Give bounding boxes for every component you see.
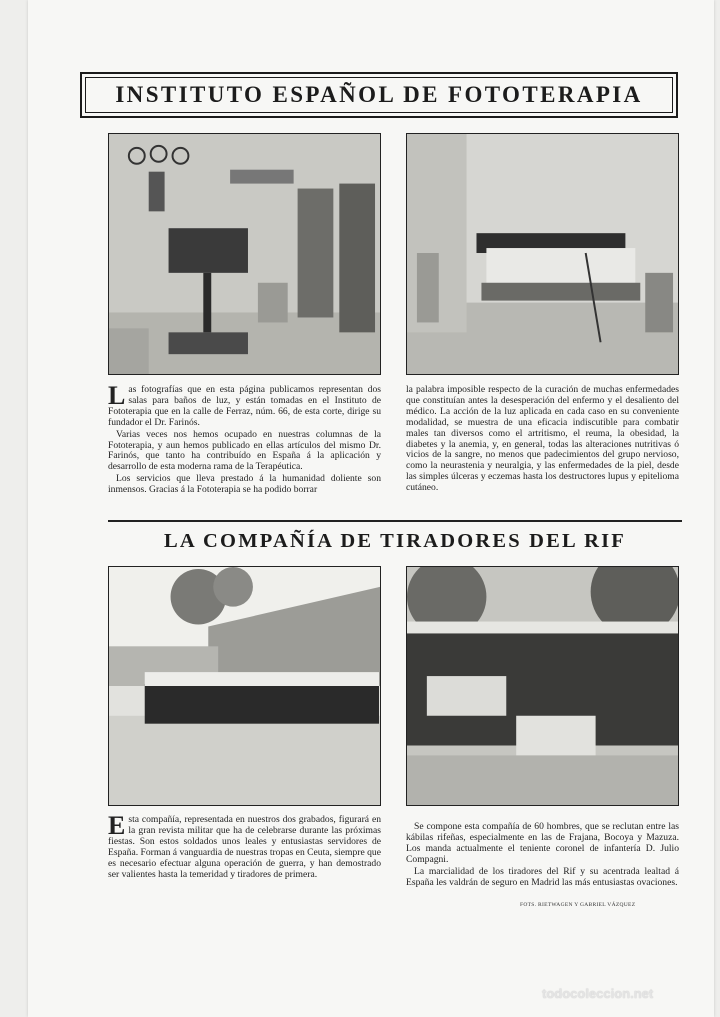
article-title: INSTITUTO ESPAÑOL DE FOTOTERAPIA	[115, 82, 643, 107]
article2-paragraph-3: La marcialidad de los tiradores del Rif y su acentrada lealtad á España les valdrán de seguro en Madrid las más entusiastas ovaciones.	[406, 865, 679, 888]
article1-paragraph-4: la palabra imposible respecto de la curación de muchas enfermedades que constituían antes la desesperación del enfermo y el desaliento del médico. La acción de la luz aplicada en cada caso en su conveniente modalidad, se muestra de una eficacia indiscutible para combatir males tan diversos como el artritismo, el reuma, la obesidad, la diabetes y la anemia, y, en general, todas las alteraciones nutritivas ó vicios de la sangre, no menos que padecimientos del grupo nervioso, como la neurastenia y neuralgia, y las enfermedades de la piel, desde las simples úlceras y eczemas hasta los destructores lupus y epitelioma cutáneo.	[406, 384, 679, 494]
section-divider	[108, 520, 682, 522]
article2-header	[108, 530, 682, 553]
article1-paragraph-2: Varias veces nos hemos ocupado en nuestras columnas de la Fototerapia, y aun hemos publicado en ellas artículos del mismo Dr. Farinós, que tanto ha contribuído en España á la aplicación y desarrollo de esta moderna rama de la Terapéutica.	[108, 428, 381, 473]
dropcap: E	[108, 811, 126, 840]
photo-riflemen-group	[406, 566, 679, 806]
photo-phototherapy-room-2	[406, 133, 679, 375]
article2-title: LA COMPAÑÍA DE TIRADORES DEL RIF	[163, 530, 627, 552]
watermark: todocoleccion.net	[542, 986, 654, 1001]
photo-riflemen-line	[108, 566, 381, 806]
photo-credit: FOTS. RIETWAGEN Y GABRIEL VÁZQUEZ	[520, 902, 636, 908]
article2-column-2	[406, 822, 679, 889]
article2-paragraph-1: Esta compañía, representada en nuestros dos grabados, figurará en la gran revista militar que ha de celebrarse durante las próximas fiestas. Son estos soldados unos leales y entusiastas servidores de España. Forman á vanguardia de nuestras tropas en Ceuta, siempre que es necesario efectuar alguna operación de guerra, y han demostrado ser valientes hasta la temeridad y tiradores de primera.	[108, 811, 381, 880]
article1-column-1	[108, 381, 381, 497]
article1-column-2	[406, 385, 679, 495]
photo-phototherapy-room-1	[108, 133, 381, 375]
article1-paragraph-1: Las fotografías que en esta página publicamos representan dos salas para baños de luz, y están tomadas en el Instituto de Fototerapia que en la calle de Ferraz, núm. 66, de esta corte, dirige su fundador el Dr. Farinós.	[108, 381, 381, 428]
article2-paragraph-2: Se compone esta compañía de 60 hombres, que se reclutan entre las kábilas rifeñas, especialmente en las de Frajana, Bocoya y Mazuza. Los manda actualmente el teniente coronel de infantería D. Julio Compagni.	[406, 821, 679, 865]
article2-column-1	[108, 811, 381, 881]
article-title-box	[80, 72, 678, 118]
dropcap: L	[108, 381, 126, 410]
article1-paragraph-3: Los servicios que lleva prestado á la humanidad doliente son inmensos. Gracias á la Fototerapia se ha podido borrar	[108, 473, 381, 496]
